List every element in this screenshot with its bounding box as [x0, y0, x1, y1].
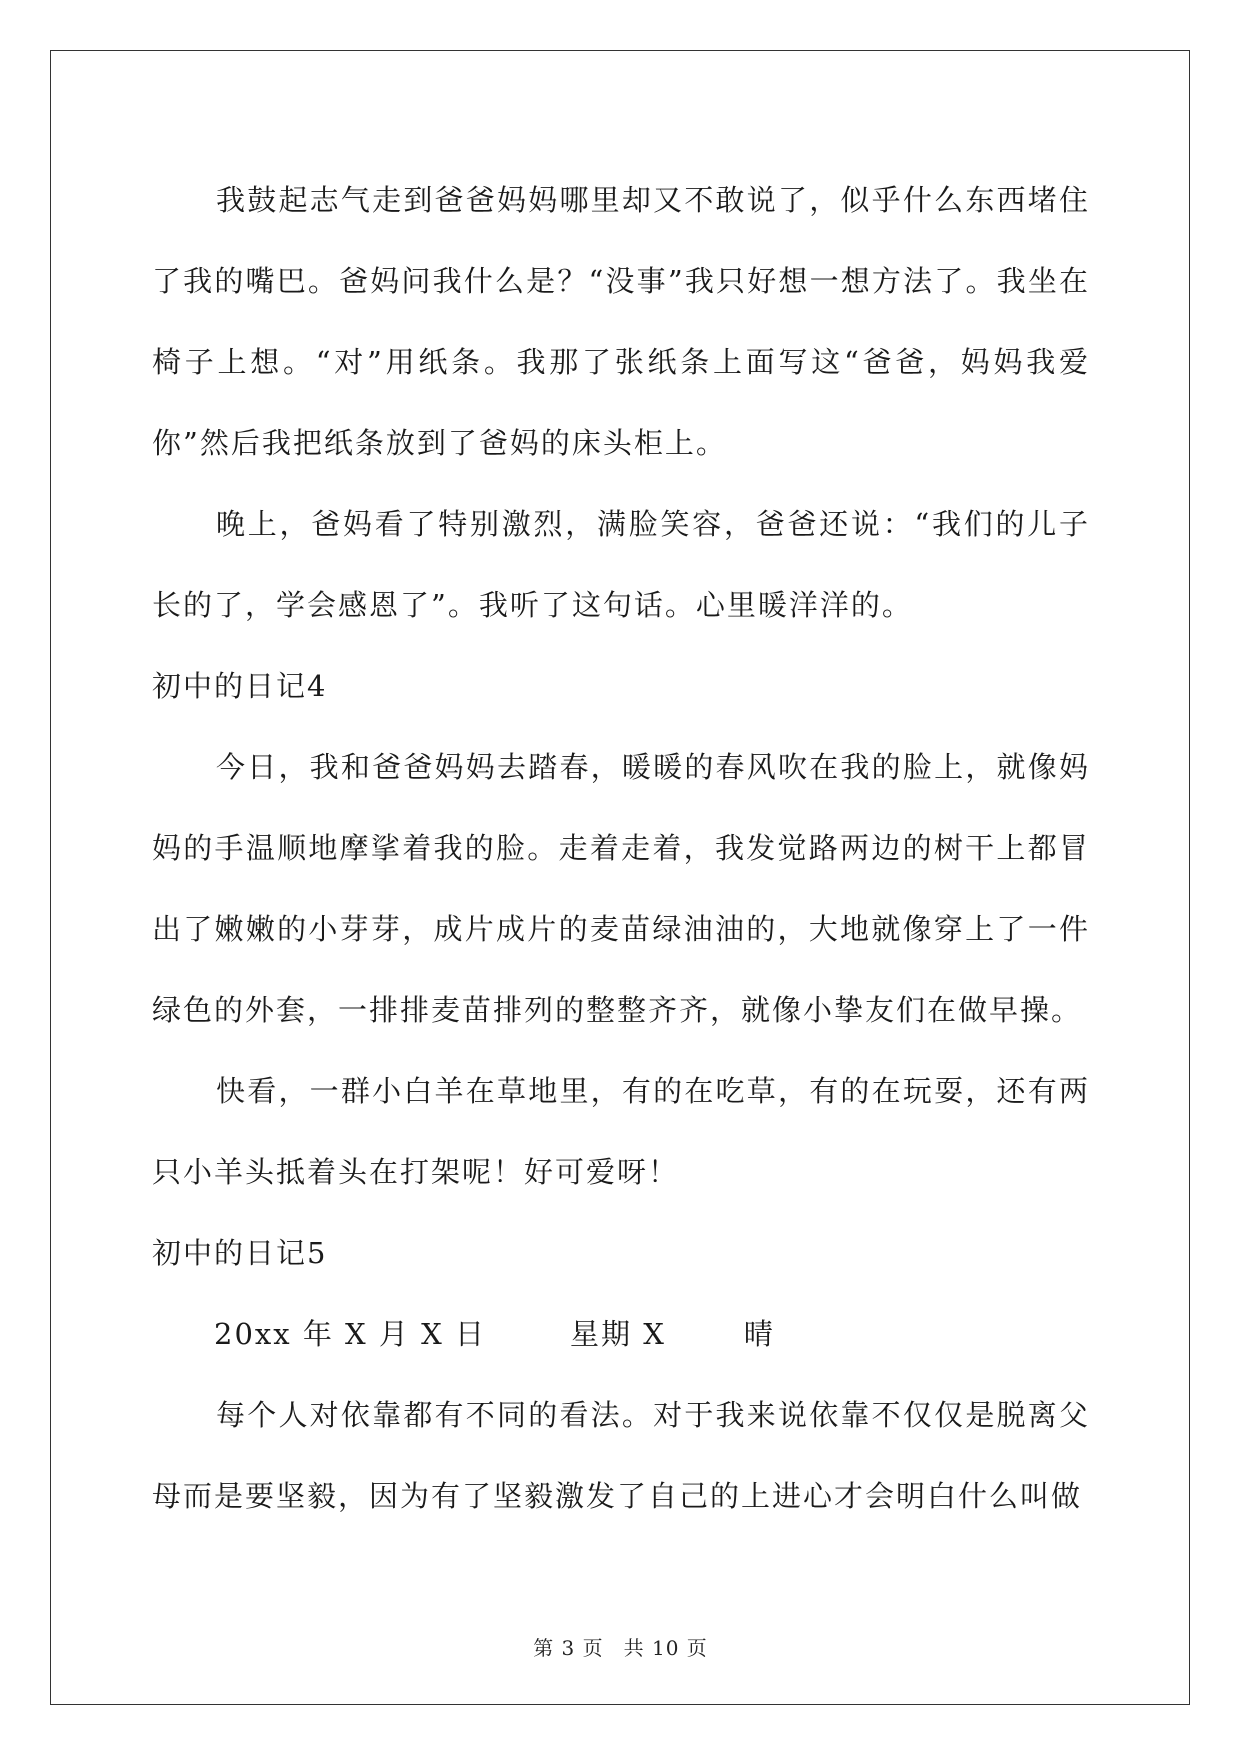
diary-weather: 晴 [743, 1317, 775, 1351]
diary-date: 20xx 年 X 月 X 日 [214, 1317, 486, 1351]
paragraph: 我鼓起志气走到爸爸妈妈哪里却又不敢说了，似乎什么东西堵住了我的嘴巴。爸妈问我什么是？“没事”我只好想一想方法了。我坐在椅子上想。“对”用纸条。我那了张纸条上面写这“爸爸，妈妈我爱你”然后我把纸条放到了爸妈的床头柜上。 [152, 183, 1090, 460]
diary-weekday: 星期 X [570, 1317, 666, 1351]
document-body [152, 160, 1090, 1537]
page-number: 第 3 页 [533, 1636, 604, 1660]
paragraph: 快看，一群小白羊在草地里，有的在吃草，有的在玩耍，还有两只小羊头抵着头在打架呢！好可爱呀！ [152, 1074, 1090, 1189]
diary-5-title: 初中的日记5 [152, 1236, 328, 1270]
paragraph: 每个人对依靠都有不同的看法。对于我来说依靠不仅仅是脱离父母而是要坚毅，因为有了坚毅激发了自己的上进心才会明白什么叫做 [152, 1398, 1090, 1513]
page-total: 共 10 页 [623, 1636, 708, 1660]
paragraph: 晚上，爸妈看了特别激烈，满脸笑容，爸爸还说：“我们的儿子长的了，学会感恩了”。我听了这句话。心里暖洋洋的。 [152, 507, 1090, 622]
paragraph: 今日，我和爸爸妈妈去踏春，暖暖的春风吹在我的脸上，就像妈妈的手温顺地摩挲着我的脸。走着走着，我发觉路两边的树干上都冒出了嫩嫩的小芽芽，成片成片的麦苗绿油油的，大地就像穿上了一件绿色的外套，一排排麦苗排列的整整齐齐，就像小挚友们在做早操。 [152, 750, 1090, 1027]
diary-4-title: 初中的日记4 [152, 669, 328, 703]
page-footer [0, 1632, 1241, 1661]
diary-date-line [152, 1294, 1090, 1375]
